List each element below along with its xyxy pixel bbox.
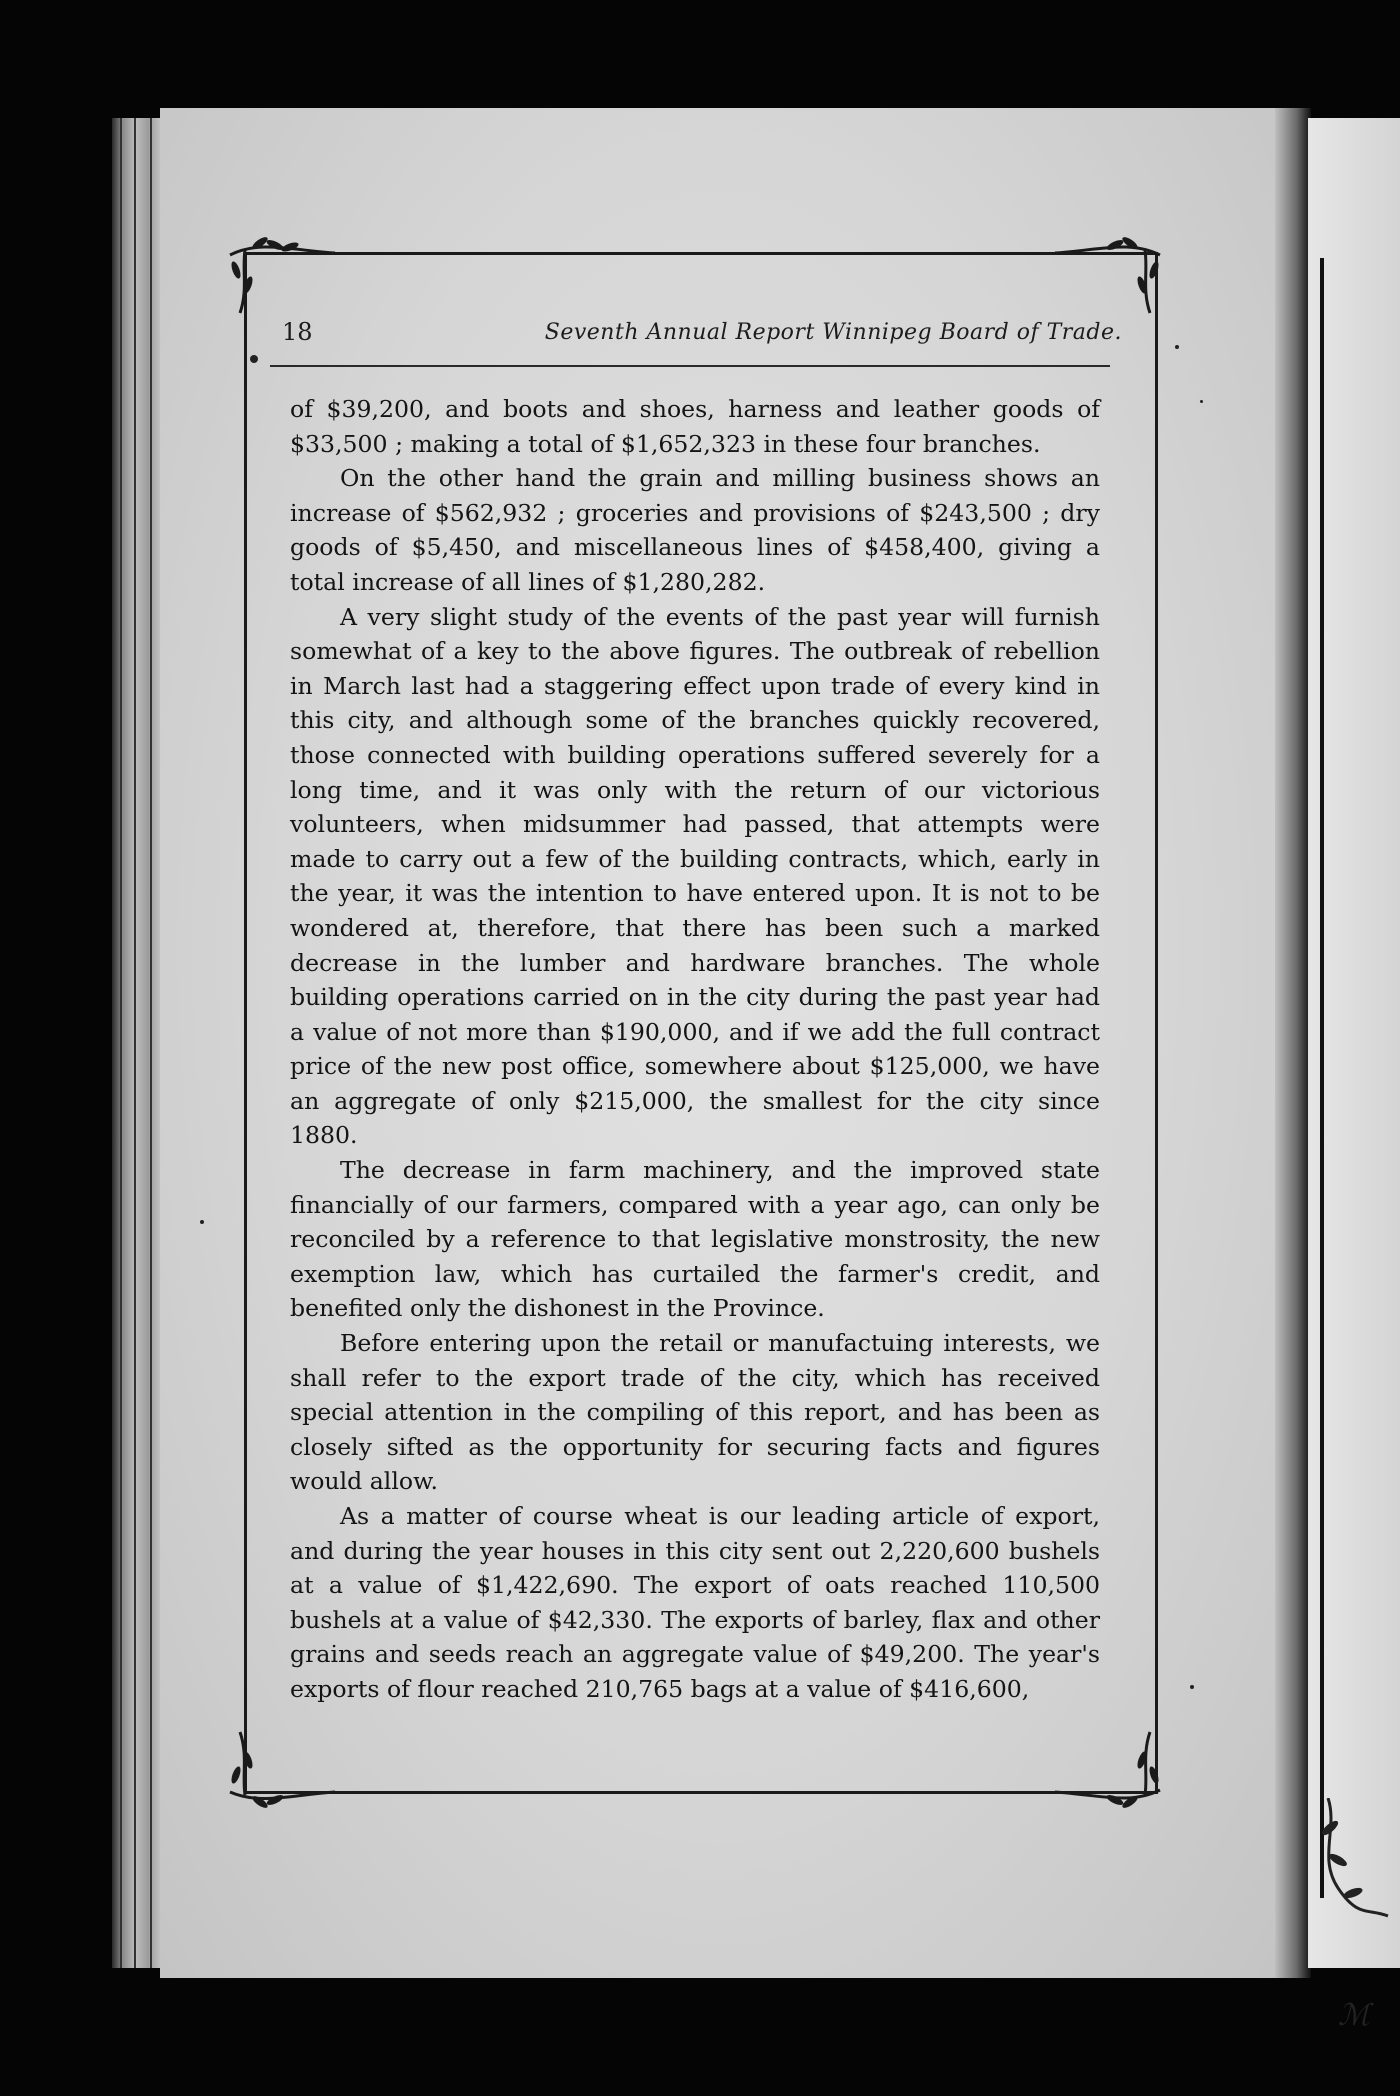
- paragraph-5: Before entering upon the retail or manufactuing interests, we shall refer to the export trade of the city, which has received special attention in the compiling of this report, and has been as closely sifted as the opportunity for securing facts and figures would allow.: [290, 1329, 1100, 1496]
- corner-ornament-bottom-left: [220, 1730, 340, 1820]
- header-rule: [270, 365, 1110, 367]
- running-head-title: Seventh Annual Report Winnipeg Board of Trade.: [544, 320, 1122, 345]
- scan-speck: [200, 1220, 204, 1224]
- book-edge: [112, 118, 164, 1968]
- scan-speck: [1200, 400, 1203, 403]
- scan-speck: [1190, 1685, 1194, 1689]
- paragraph-4: The decrease in farm machinery, and the improved state financially of our farmers, compared with a year ago, can only be reconciled by a reference to that legislative monstrosity, the new exemption law, which has curtailed the farmer's credit, and benefited only the dishonest in the Province.: [290, 1156, 1100, 1323]
- paragraph-2: On the other hand the grain and milling business shows an increase of $562,932 ; groceries and provisions of $243,500 ; dry goods of $5,450, and miscellaneous lines of $458,400, giving a total increase of all lines of $1,280,282.: [290, 464, 1100, 596]
- facing-page-mark: ℳ: [1338, 1998, 1371, 2033]
- paragraph-1: of $39,200, and boots and shoes, harness and leather goods of $33,500 ; making a total of $1,652,323 in these four branches.: [290, 395, 1100, 458]
- paragraph-3: A very slight study of the events of the past year will furnish somewhat of a key to the above figures. The outbreak of rebellion in March last had a staggering effect upon trade of every kind in this city, and although some of the branches quickly recovered, those connected with building operations suffered severely for a long time, and it was only with the return of our victorious volunteers, when midsummer had passed, that attempts were made to carry out a few of the building contracts, which, early in the year, it was the intention to have entered upon. It is not to be wondered at, therefore, that there has been such a marked decrease in the lumber and hardware branches. The whole building operations carried on in the city during the past year had a value of not more than $190,000, and if we add the full contract price of the new post office, somewhere about $125,000, we have an aggregate of only $215,000, the smallest for the city since 1880.: [290, 602, 1100, 1150]
- corner-ornament-top-right: [1050, 225, 1170, 315]
- scan-speck: [250, 355, 258, 363]
- facing-page-edge: [1308, 118, 1400, 2033]
- scan-speck: [1175, 345, 1179, 349]
- page-number: 18: [282, 318, 313, 346]
- corner-ornament-bottom-right: [1050, 1730, 1170, 1820]
- corner-ornament-top-left: [220, 225, 340, 315]
- running-head: [282, 318, 1122, 358]
- body-text: [290, 392, 1100, 1707]
- paragraph-6: As a matter of course wheat is our leading article of export, and during the year houses in this city sent out 2,220,600 bushels at a value of $1,422,690. The export of oats reached 110,500 bushels at a value of $42,330. The exports of barley, flax and other grains and seeds reach an aggregate value of $49,200. The year's exports of flour reached 210,765 bags at a value of $416,600,: [290, 1502, 1100, 1703]
- facing-page-rule: [1320, 258, 1324, 1898]
- facing-page-ornament: [1308, 1798, 1398, 1918]
- page-gutter: [1275, 108, 1311, 1978]
